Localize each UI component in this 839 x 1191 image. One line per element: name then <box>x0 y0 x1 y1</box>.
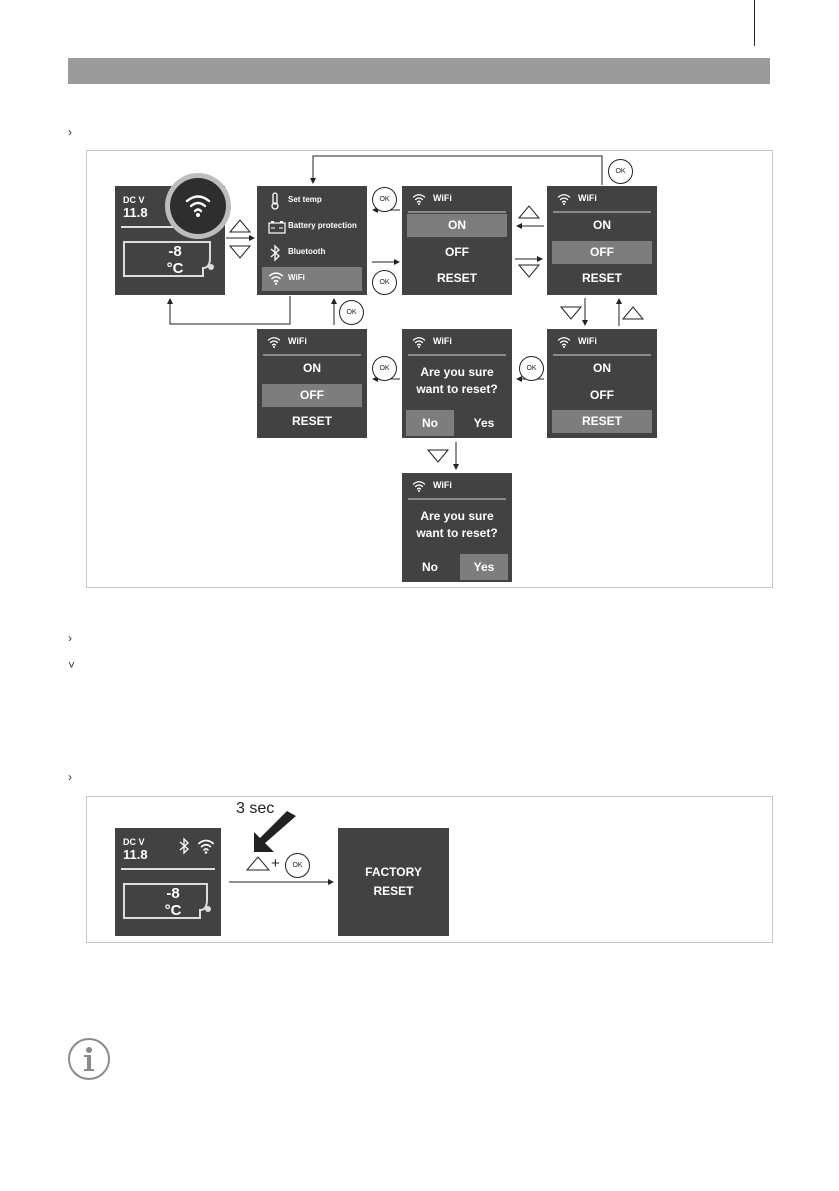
ok-button[interactable]: OK <box>519 356 544 381</box>
ok-button[interactable]: OK <box>372 270 397 295</box>
option-off[interactable]: OFF <box>262 384 362 407</box>
voltage-value: 11.8 <box>123 847 148 862</box>
voltage-value: 11.8 <box>123 205 148 220</box>
option-reset[interactable]: RESET <box>581 271 622 285</box>
factory-reset-screen <box>338 828 449 936</box>
screen-title: WiFi <box>288 336 307 346</box>
no-button[interactable]: No <box>406 410 454 436</box>
option-off[interactable]: OFF <box>590 388 614 402</box>
option-off[interactable]: OFF <box>445 245 469 259</box>
screen-title: WiFi <box>433 480 452 490</box>
bullet-chevron-down-icon: ˅ <box>68 658 76 672</box>
menu-item-battery-protection[interactable]: Battery protection <box>262 215 362 239</box>
option-reset[interactable]: RESET <box>436 271 477 285</box>
option-reset[interactable]: RESET <box>291 414 332 428</box>
hold-duration-label: 3 sec <box>236 800 275 817</box>
menu-item-set-temp[interactable]: Set temp <box>262 189 362 213</box>
bullet-chevron-right-icon: › <box>68 125 72 139</box>
menu-item-bluetooth[interactable]: Bluetooth <box>262 241 362 265</box>
temperature-unit: °C <box>166 260 184 277</box>
temperature-value: -8 <box>168 243 182 260</box>
yes-button[interactable]: Yes <box>473 416 495 430</box>
info-icon <box>68 1038 110 1080</box>
factory-reset-line2: RESET <box>373 884 414 898</box>
bullet-chevron-right-icon: › <box>68 770 72 784</box>
screen-title: WiFi <box>433 193 452 203</box>
option-on[interactable]: ON <box>303 361 321 375</box>
screen-title: WiFi <box>578 193 597 203</box>
option-on[interactable]: ON <box>407 214 507 237</box>
dc-voltage-label: DC V <box>123 195 145 205</box>
option-off[interactable]: OFF <box>552 241 652 264</box>
temperature-unit: °C <box>164 902 182 919</box>
ok-button[interactable]: OK <box>372 356 397 381</box>
temperature-value: -8 <box>166 885 180 902</box>
factory-reset-line1: FACTORY <box>365 865 422 879</box>
yes-button[interactable]: Yes <box>460 554 508 580</box>
option-reset[interactable]: RESET <box>552 410 652 433</box>
bullet-chevron-right-icon: › <box>68 631 72 645</box>
confirm-question: Are you sure want to reset? <box>416 509 498 540</box>
ok-button[interactable]: OK <box>285 853 310 878</box>
ok-button[interactable]: OK <box>372 187 397 212</box>
screen-title: WiFi <box>433 336 452 346</box>
ok-button[interactable]: OK <box>608 159 633 184</box>
no-button[interactable]: No <box>422 560 438 574</box>
confirm-question: Are you sure want to reset? <box>416 365 498 396</box>
screen-title: WiFi <box>578 336 597 346</box>
ok-button[interactable]: OK <box>339 300 364 325</box>
dc-voltage-label: DC V <box>123 837 145 847</box>
option-on[interactable]: ON <box>593 361 611 375</box>
plus-sign: + <box>271 855 280 872</box>
option-on[interactable]: ON <box>593 218 611 232</box>
menu-item-wifi[interactable]: WiFi <box>262 267 362 291</box>
